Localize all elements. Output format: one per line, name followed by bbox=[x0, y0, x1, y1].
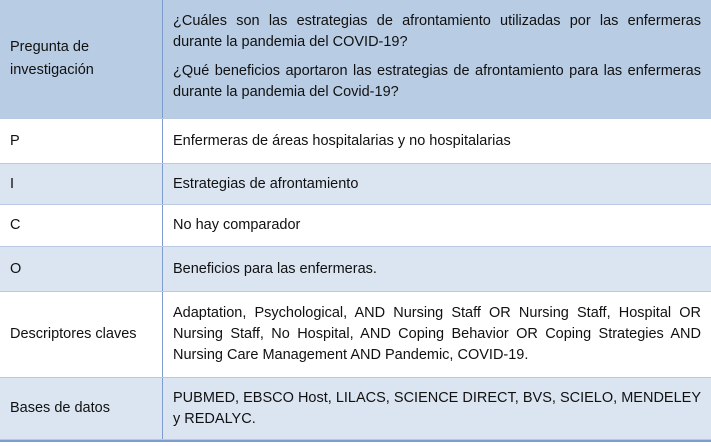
row-value bbox=[163, 164, 711, 204]
row-value bbox=[163, 292, 711, 377]
row-value bbox=[163, 205, 711, 246]
research-question-1: ¿Cuáles son las estrategias de afrontamiento utilizadas por las enfermeras durante la pandemia del COVID-19? bbox=[173, 13, 701, 50]
row-value bbox=[163, 0, 711, 118]
table-row-c bbox=[0, 205, 711, 247]
table-bottom-rule bbox=[0, 440, 711, 442]
row-label: C bbox=[0, 205, 163, 246]
research-question-2: ¿Qué beneficios aportaron las estrategias de afrontamiento para las enfermeras durante la pandemia del Covid-19? bbox=[173, 63, 701, 100]
outcome-text: Beneficios para las enfermeras. bbox=[173, 260, 377, 277]
table-row-o bbox=[0, 247, 711, 292]
row-value bbox=[163, 378, 711, 439]
row-value bbox=[163, 119, 711, 163]
row-label: P bbox=[0, 119, 163, 163]
row-label: O bbox=[0, 247, 163, 291]
row-label: Descriptores claves bbox=[0, 292, 163, 377]
databases-text: PUBMED, EBSCO Host, LILACS, SCIENCE DIRECT, BVS, SCIELO, MENDELEY y REDALYC. bbox=[173, 389, 701, 427]
population-text: Enfermeras de áreas hospitalarias y no hospitalarias bbox=[173, 132, 511, 149]
table-row-research-question bbox=[0, 0, 711, 119]
row-value bbox=[163, 247, 711, 291]
table-row-p bbox=[0, 119, 711, 164]
table-row-i bbox=[0, 164, 711, 205]
row-label: Bases de datos bbox=[0, 378, 163, 439]
intervention-text: Estrategias de afrontamiento bbox=[173, 175, 359, 192]
comparator-text: No hay comparador bbox=[173, 217, 301, 233]
descriptors-text: Adaptation, Psychological, AND Nursing Staff OR Nursing Staff, Hospital OR Nursing Staff, No Hospital, AND Coping Behavior OR Coping Strategies AND Nursing Care Management AND Pandemic, COVID-19. bbox=[173, 305, 701, 363]
row-label: I bbox=[0, 164, 163, 204]
table-row-descriptors bbox=[0, 292, 711, 378]
table-row-databases bbox=[0, 378, 711, 440]
row-label: Pregunta de investigación bbox=[0, 0, 163, 118]
